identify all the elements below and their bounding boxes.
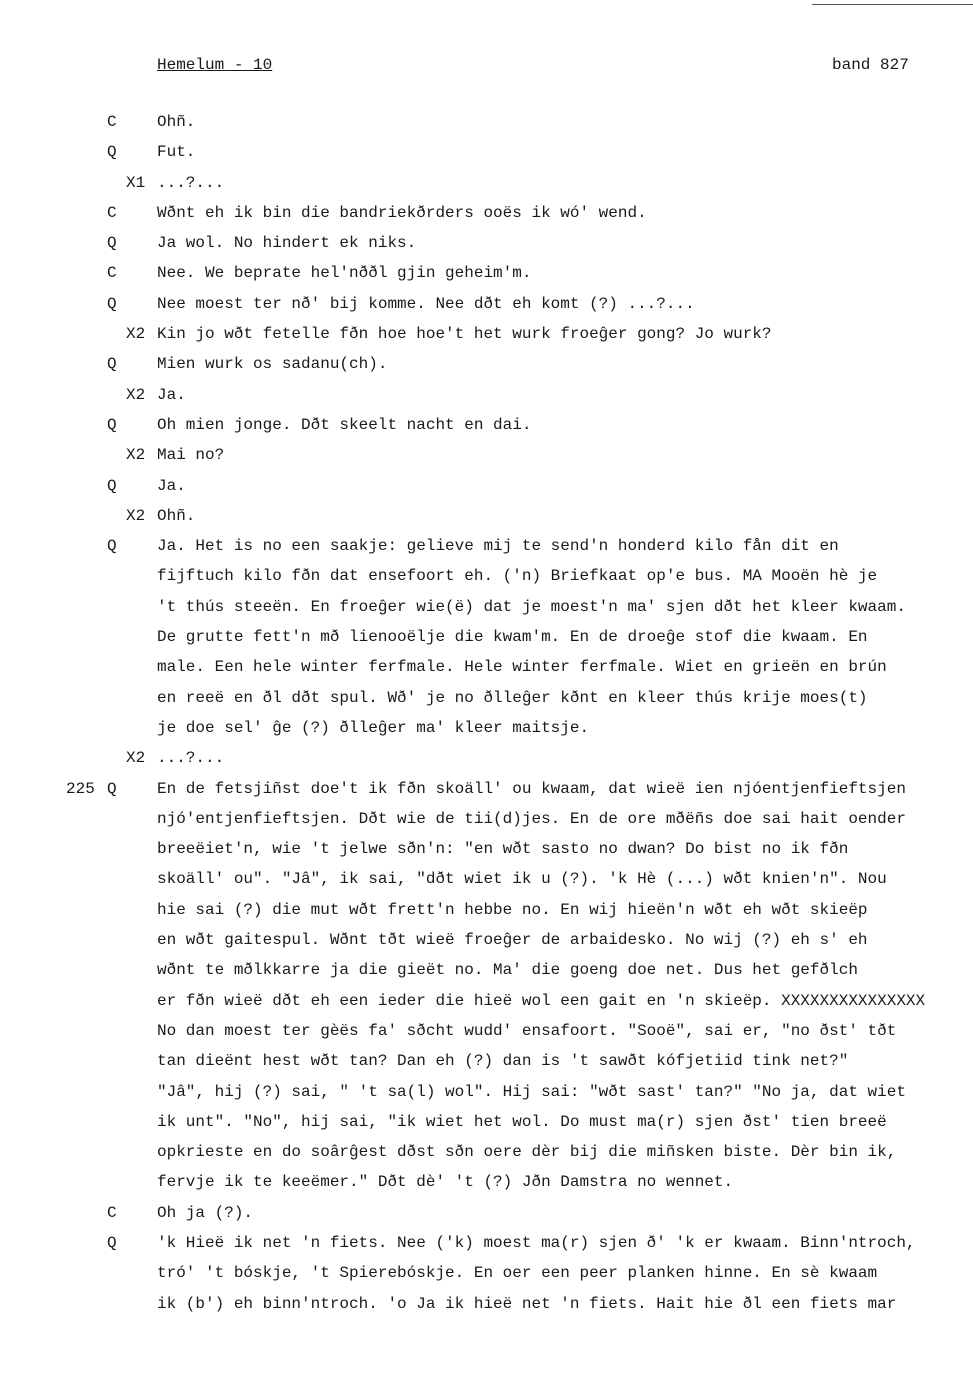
line-text: ...?...: [157, 173, 225, 192]
transcript-line: [0, 264, 973, 294]
line-text: Ja wol. No hindert ek niks.: [157, 234, 417, 253]
transcript-line: [0, 143, 973, 173]
speaker-label: Q: [107, 779, 117, 798]
line-text: Ja.: [157, 476, 186, 495]
line-text: "Jâ", hij (?) sai, " 't sa(l) wol". Hij sai: "wðt sast' tan?" "No ja, dat wiet: [157, 1082, 906, 1101]
transcript-line: [0, 901, 973, 931]
line-text: Mai no?: [157, 446, 225, 465]
line-text: Nee moest ter nð' bij komme. Nee dðt eh komt (?) ...?...: [157, 294, 695, 313]
document-title: Hemelum - 10: [157, 56, 273, 74]
line-text: ik (b') eh binn'ntroch. 'o Ja ik hieë net 'n fiets. Hait hie ðl een fiets mar: [157, 1294, 897, 1313]
line-text: 't thús steeën. En froeĝer wie(ë) dat je moest'n ma' sjen dðt het kleer kwaam.: [157, 597, 906, 616]
speaker-label: Q: [107, 143, 117, 162]
band-number: band 827: [832, 56, 909, 74]
line-text: ...?...: [157, 749, 225, 768]
transcript-line: [0, 719, 973, 749]
line-text: Kin jo wðt fetelle fðn hoe hoe't het wurk froeĝer gong? Jo wurk?: [157, 325, 772, 344]
top-rule: [812, 4, 973, 5]
transcript-line: [0, 567, 973, 597]
line-text: en reeë en ðl dðt spul. Wð' je no ðlleĝer kðnt en kleer thús krije moes(t): [157, 688, 868, 707]
line-text: breeëiet'n, wie 't jelwe sðn'n: "en wðt sasto no dwan? Do bist no ik fðn: [157, 840, 849, 859]
transcript-line: [0, 840, 973, 870]
transcript-line: [0, 992, 973, 1022]
transcript-line: [0, 355, 973, 385]
transcript-body: [0, 113, 973, 1325]
line-text: De grutte fett'n mð lienooëlje die kwam'm. En de droeĝe stof die kwaam. En: [157, 628, 868, 647]
line-text: ik unt". "No", hij sai, "ik wiet het wol. Do must ma(r) sjen ðst' tien breeë: [157, 1112, 887, 1131]
transcript-line: [0, 446, 973, 476]
line-text: Ohñ.: [157, 113, 196, 131]
transcript-line: [0, 386, 973, 416]
transcript-line: [0, 658, 973, 688]
line-text: En de fetsjiñst doe't ik fðn skoäll' ou kwaam, dat wieë ien njóentjenfieftsjen: [157, 779, 906, 798]
speaker-label: Q: [107, 234, 117, 253]
transcript-line: [0, 1052, 973, 1082]
line-text: njó'entjenfieftsjen. Dðt wie de tii(d)jes. En de ore mðëñs doe sai hait oender: [157, 809, 906, 828]
transcript-line: [0, 689, 973, 719]
transcript-line: [0, 1113, 973, 1143]
transcript-line: [0, 931, 973, 961]
line-text: en wðt gaitespul. Wðnt tðt wieë froeĝer de arbaidesko. No wij (?) eh s' eh: [157, 931, 868, 950]
line-text: hie sai (?) die mut wðt frett'n hebbe no. En wij hieën'n wðt eh wðt skieëp: [157, 900, 868, 919]
speaker-label: X2: [126, 749, 146, 768]
speaker-label: C: [107, 113, 117, 131]
transcript-line: [0, 325, 973, 355]
transcript-line: [0, 1143, 973, 1173]
speaker-label: C: [107, 203, 117, 222]
transcript-line: [0, 1234, 973, 1264]
line-text: er fðn wieë dðt eh een ieder die hieë wol een gait en 'n skieëp. XXXXXXXXXXXXXXX: [157, 991, 926, 1010]
transcript-line: [0, 598, 973, 628]
line-text: Oh ja (?).: [157, 1203, 254, 1222]
line-text: tró' 't bóskje, 't Spierebóskje. En oer een peer planken hinne. En sè kwaam: [157, 1264, 878, 1283]
transcript-line: [0, 1204, 973, 1234]
speaker-label: Q: [107, 415, 117, 434]
transcript-line: [0, 870, 973, 900]
speaker-label: X2: [126, 325, 146, 344]
transcript-line: [0, 295, 973, 325]
transcript-line: [0, 1022, 973, 1052]
speaker-label: Q: [107, 294, 117, 313]
line-text: Ohñ.: [157, 506, 196, 525]
line-text: No dan moest ter gèës fa' sðcht wudd' ensafoort. "Sooë", sai er, "no ðst' tðt: [157, 1021, 897, 1040]
transcript-line: [0, 113, 973, 143]
line-text: opkrieste en do soârĝest dðst sðn oere dèr bij die miñsken biste. Dèr bin ik,: [157, 1143, 897, 1162]
line-text: fijftuch kilo fðn dat ensefoort eh. ('n) Briefkaat op'e bus. MA Mooën hè je: [157, 567, 878, 586]
transcript-line: [0, 204, 973, 234]
line-text: tan dieënt hest wðt tan? Dan eh (?) dan is 't sawðt kófjetiid tink net?": [157, 1052, 849, 1071]
transcript-line: [0, 537, 973, 567]
line-number: 225: [66, 779, 95, 798]
transcript-line: [0, 1173, 973, 1203]
line-text: Wðnt eh ik bin die bandriekðrders ooës ik wó' wend.: [157, 203, 647, 222]
speaker-label: Q: [107, 537, 117, 556]
line-text: Mien wurk os sadanu(ch).: [157, 355, 388, 374]
speaker-label: Q: [107, 355, 117, 374]
line-text: Nee. We beprate hel'nððl gjin geheim'm.: [157, 264, 532, 283]
transcript-line: [0, 1264, 973, 1294]
line-text: male. Een hele winter ferfmale. Hele winter ferfmale. Wiet en grieën en brún: [157, 658, 887, 677]
speaker-label: X2: [126, 506, 146, 525]
speaker-label: X2: [126, 385, 146, 404]
transcript-line: [0, 1295, 973, 1325]
transcript-line: [0, 628, 973, 658]
transcript-line: [0, 507, 973, 537]
transcript-line: [0, 810, 973, 840]
line-text: skoäll' ou". "Jâ", ik sai, "dðt wiet ik u (?). 'k Hè (...) wðt knien'n". Nou: [157, 870, 887, 889]
transcript-line: [0, 234, 973, 264]
line-text: 'k Hieë ik net 'n fiets. Nee ('k) moest ma(r) sjen ð' 'k er kwaam. Binn'ntroch,: [157, 1233, 916, 1252]
transcript-line: [0, 416, 973, 446]
line-text: fervje ik te keeëmer." Dðt dè' 't (?) Jðn Damstra no wennet.: [157, 1173, 734, 1192]
speaker-label: Q: [107, 1233, 117, 1252]
speaker-label: Q: [107, 476, 117, 495]
speaker-label: C: [107, 1203, 117, 1222]
transcript-line: [0, 961, 973, 991]
line-text: Fut.: [157, 143, 196, 162]
line-text: je doe sel' ĝe (?) ðlleĝer ma' kleer maitsje.: [157, 718, 590, 737]
transcript-line: [0, 1083, 973, 1113]
line-text: Ja. Het is no een saakje: gelieve mij te send'n honderd kilo fån dit en: [157, 537, 839, 556]
speaker-label: X2: [126, 446, 146, 465]
speaker-label: X1: [126, 173, 146, 192]
transcript-line: [0, 174, 973, 204]
line-text: Oh mien jonge. Dðt skeelt nacht en dai.: [157, 415, 532, 434]
line-text: Ja.: [157, 385, 186, 404]
transcript-line: [0, 477, 973, 507]
transcript-line: [0, 780, 973, 810]
line-text: wðnt te mðlkkarre ja die gieët no. Ma' die goeng doe net. Dus het gefðlch: [157, 961, 858, 980]
speaker-label: C: [107, 264, 117, 283]
transcript-line: [0, 749, 973, 779]
